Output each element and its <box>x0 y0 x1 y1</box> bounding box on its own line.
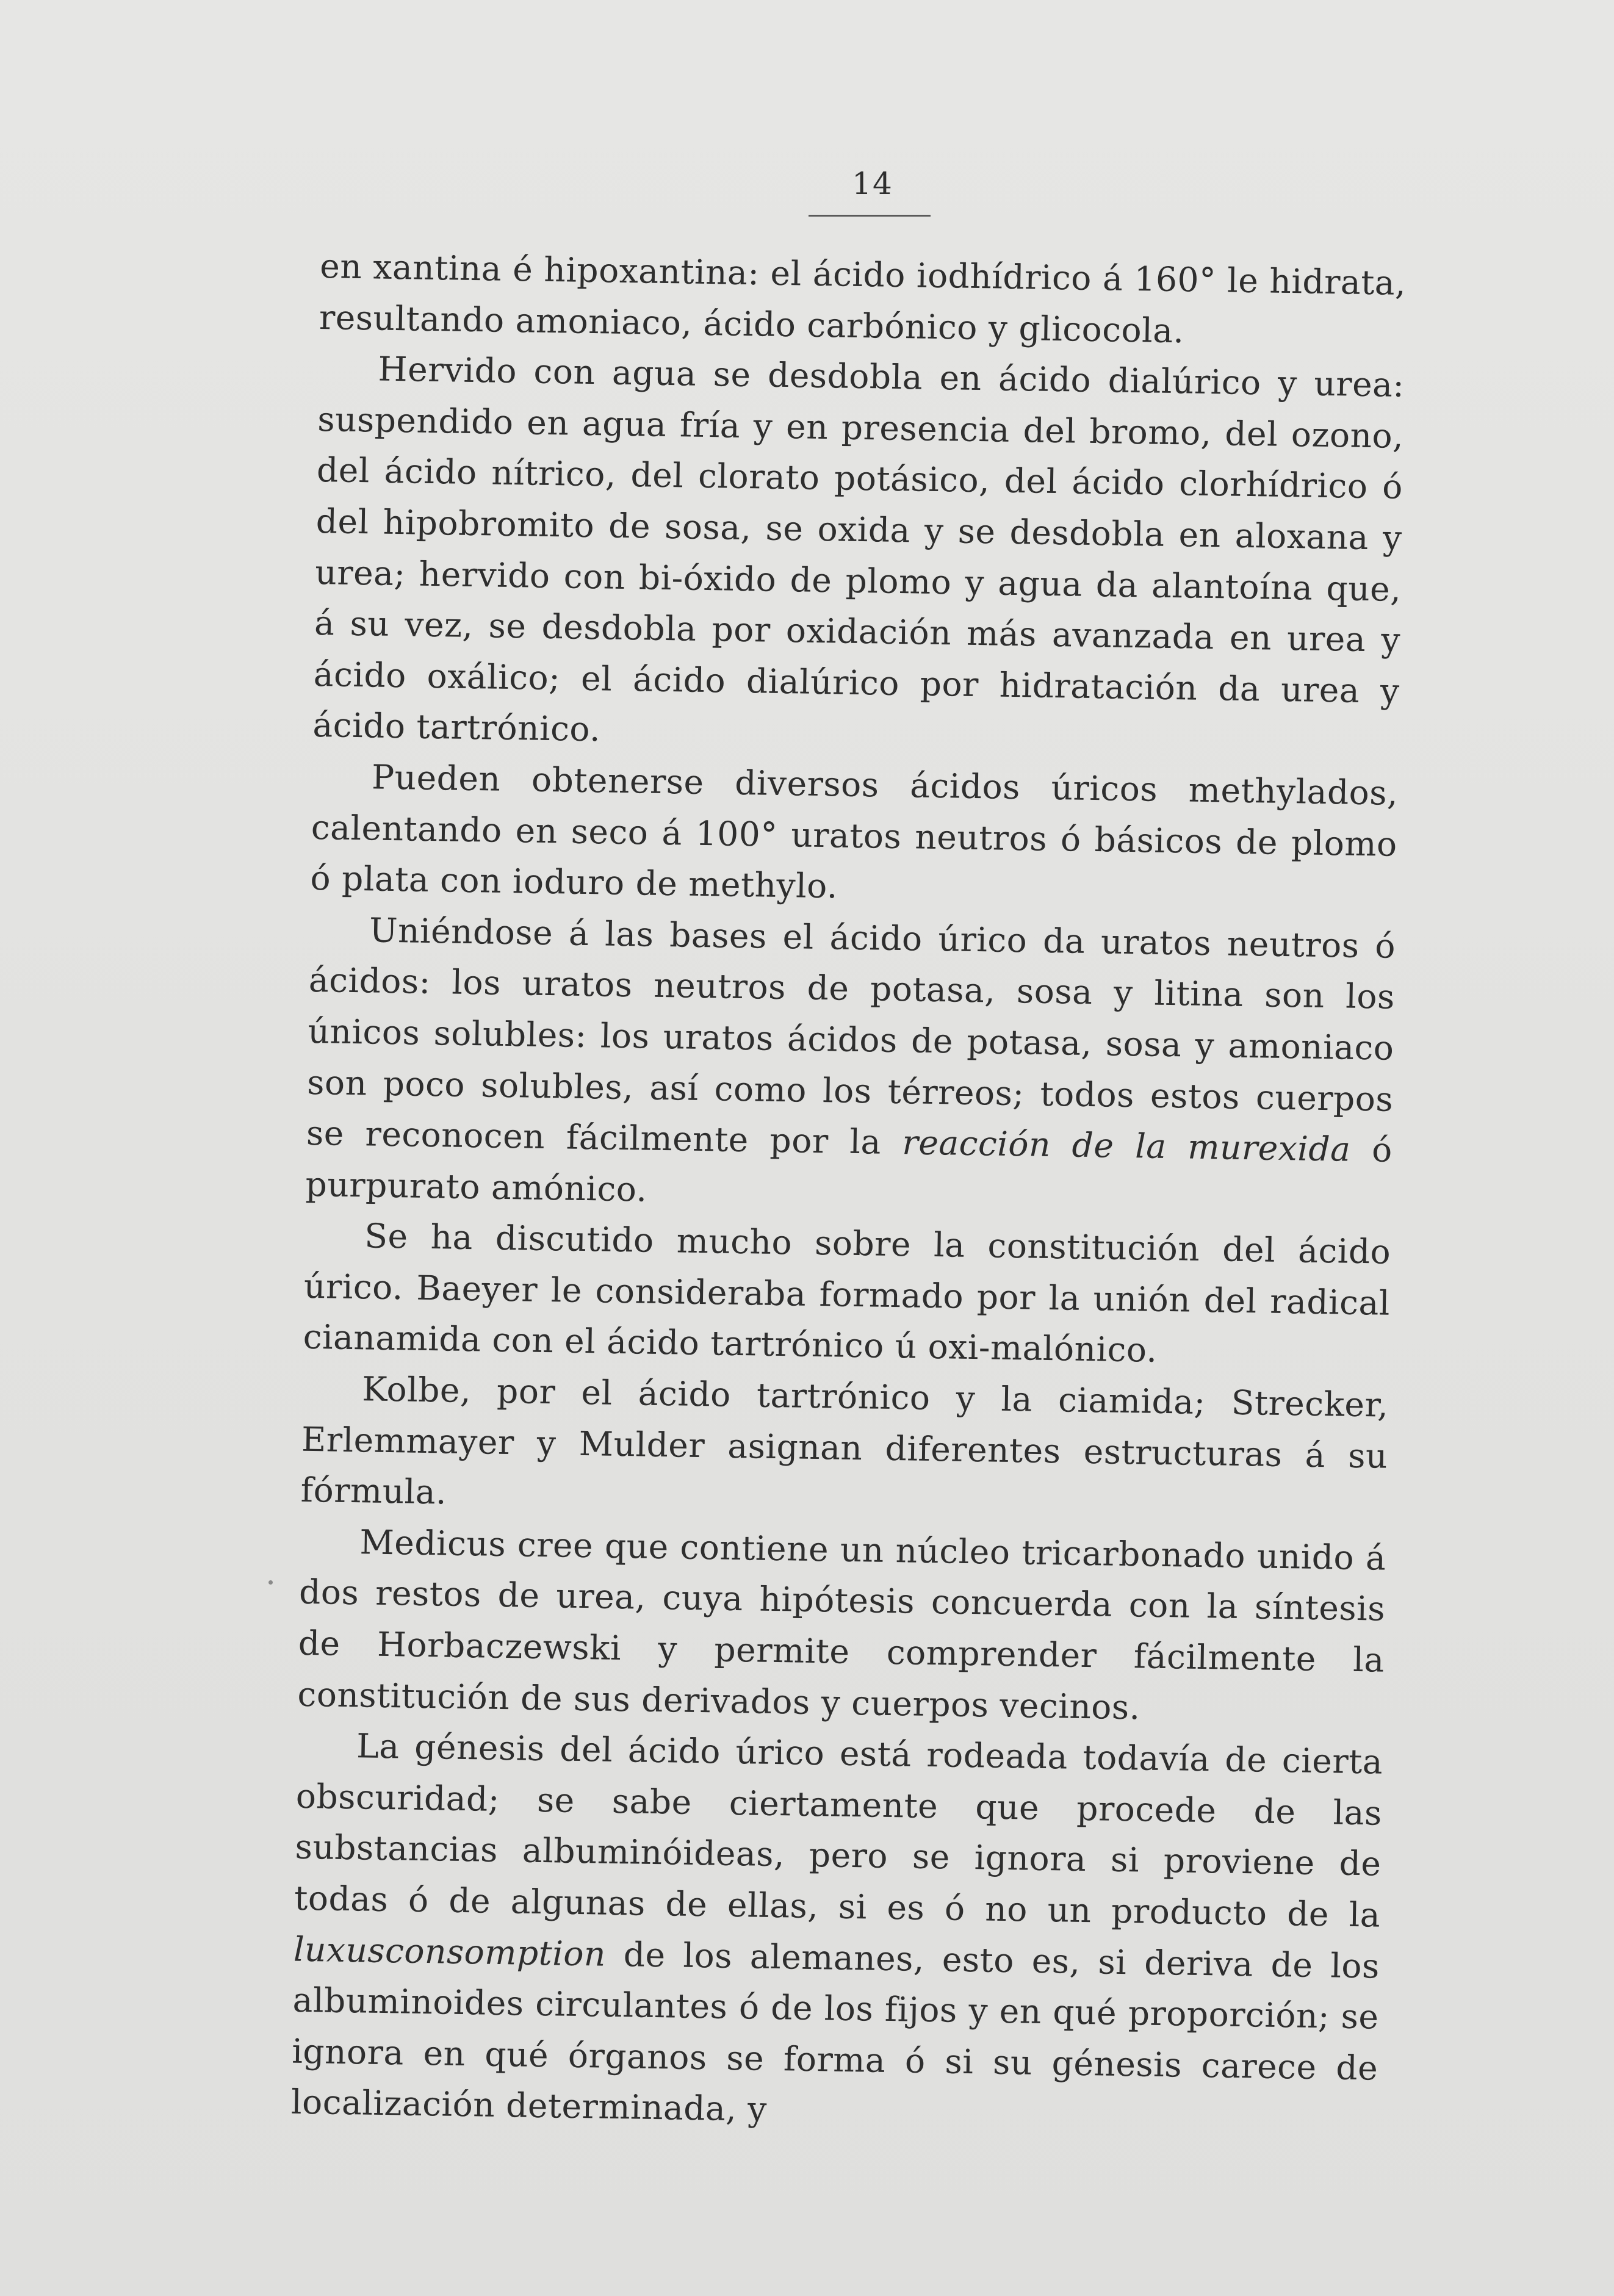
paragraph-text: Pueden obtenerse diversos ácidos úricos methylados, calentando en seco á 100° uratos neutros ó básicos de plomo ó plata con ioduro de methylo. <box>310 757 1399 906</box>
paragraph <box>305 904 1396 1227</box>
paragraph-text: de los alemanes, esto es, si deriva de los albuminoides circulantes ó de los fijos y en qué proporción; se ignora en qué órganos se forma ó si su génesis carece de localización determinada, y <box>290 1934 1380 2129</box>
ink-speck <box>268 1580 273 1585</box>
paragraph-text: Se ha discutido mucho sobre la constitución del ácido úrico. Baeyer le consideraba formado por la unión del radical cianamida con el ácido tartrónico ú oxi-malónico. <box>303 1216 1391 1370</box>
paragraph <box>297 1516 1386 1737</box>
paragraph <box>310 751 1399 921</box>
paragraph <box>290 1720 1383 2145</box>
paragraph-text: La génesis del ácido úrico está rodeada todavía de cierta obscuridad; se sabe ciertamente que procede de las substancias albuminóideas, pero se ignora si proviene de todas ó de algunas de ellas, si es ó no un producto de la <box>294 1726 1383 1935</box>
paragraph-text: en xantina é hipoxantina: el ácido iodhídrico á 160° le hidrata, resultando amoniaco, ácido carbónico y glicocola. <box>319 246 1407 350</box>
paragraph <box>300 1363 1389 1533</box>
paragraph <box>312 343 1405 768</box>
italic-term-luxusconsomption: luxusconsomption <box>293 1929 607 1974</box>
paragraph <box>319 241 1406 360</box>
page-number: 14 <box>852 166 893 201</box>
italic-term-murexida: reacción de la murexida <box>902 1123 1351 1169</box>
paragraph-text: Hervido con agua se desdobla en ácido dialúrico y urea: suspendido en agua fría y en presencia del bromo, del ozono, del ácido nítrico, del clorato potásico, del ácido clorhídrico ó del hipobromito de sosa, se oxida y se desdobla en aloxana y urea; hervido con bi-óxido de plomo y agua da alantoína que, á su vez, se desdobla por oxidación más avanzada en urea y ácido oxálico; el ácido dialúrico por hidratación da urea y ácido tartrónico. <box>312 349 1405 749</box>
text-body <box>290 241 1406 2145</box>
paragraph-text: Kolbe, por el ácido tartrónico y la ciamida; Strecker, Erlemmayer y Mulder asignan diferentes estructuras á su fórmula. <box>300 1369 1389 1512</box>
paragraph-text: Uniéndose á las bases el ácido úrico da uratos neutros ó ácidos: los uratos neutros de potasa, sosa y litina son los únicos solubles: los uratos ácidos de potasa, sosa y amoniaco son poco solubles, así como los térreos; todos estos cuerpos se reconocen fácilmente por la <box>306 910 1396 1162</box>
paragraph-text: ó purpurato amónico. <box>305 1129 1393 1209</box>
paragraph-text: Medicus cree que contiene un núcleo tricarbonado unido á dos restos de urea, cuya hipótesis concuerda con la síntesis de Horbaczewski y permite comprender fácilmente la constitución de sus derivados y cuerpos vecinos. <box>297 1522 1386 1727</box>
page-number-rule <box>809 215 931 217</box>
paragraph <box>303 1210 1391 1380</box>
